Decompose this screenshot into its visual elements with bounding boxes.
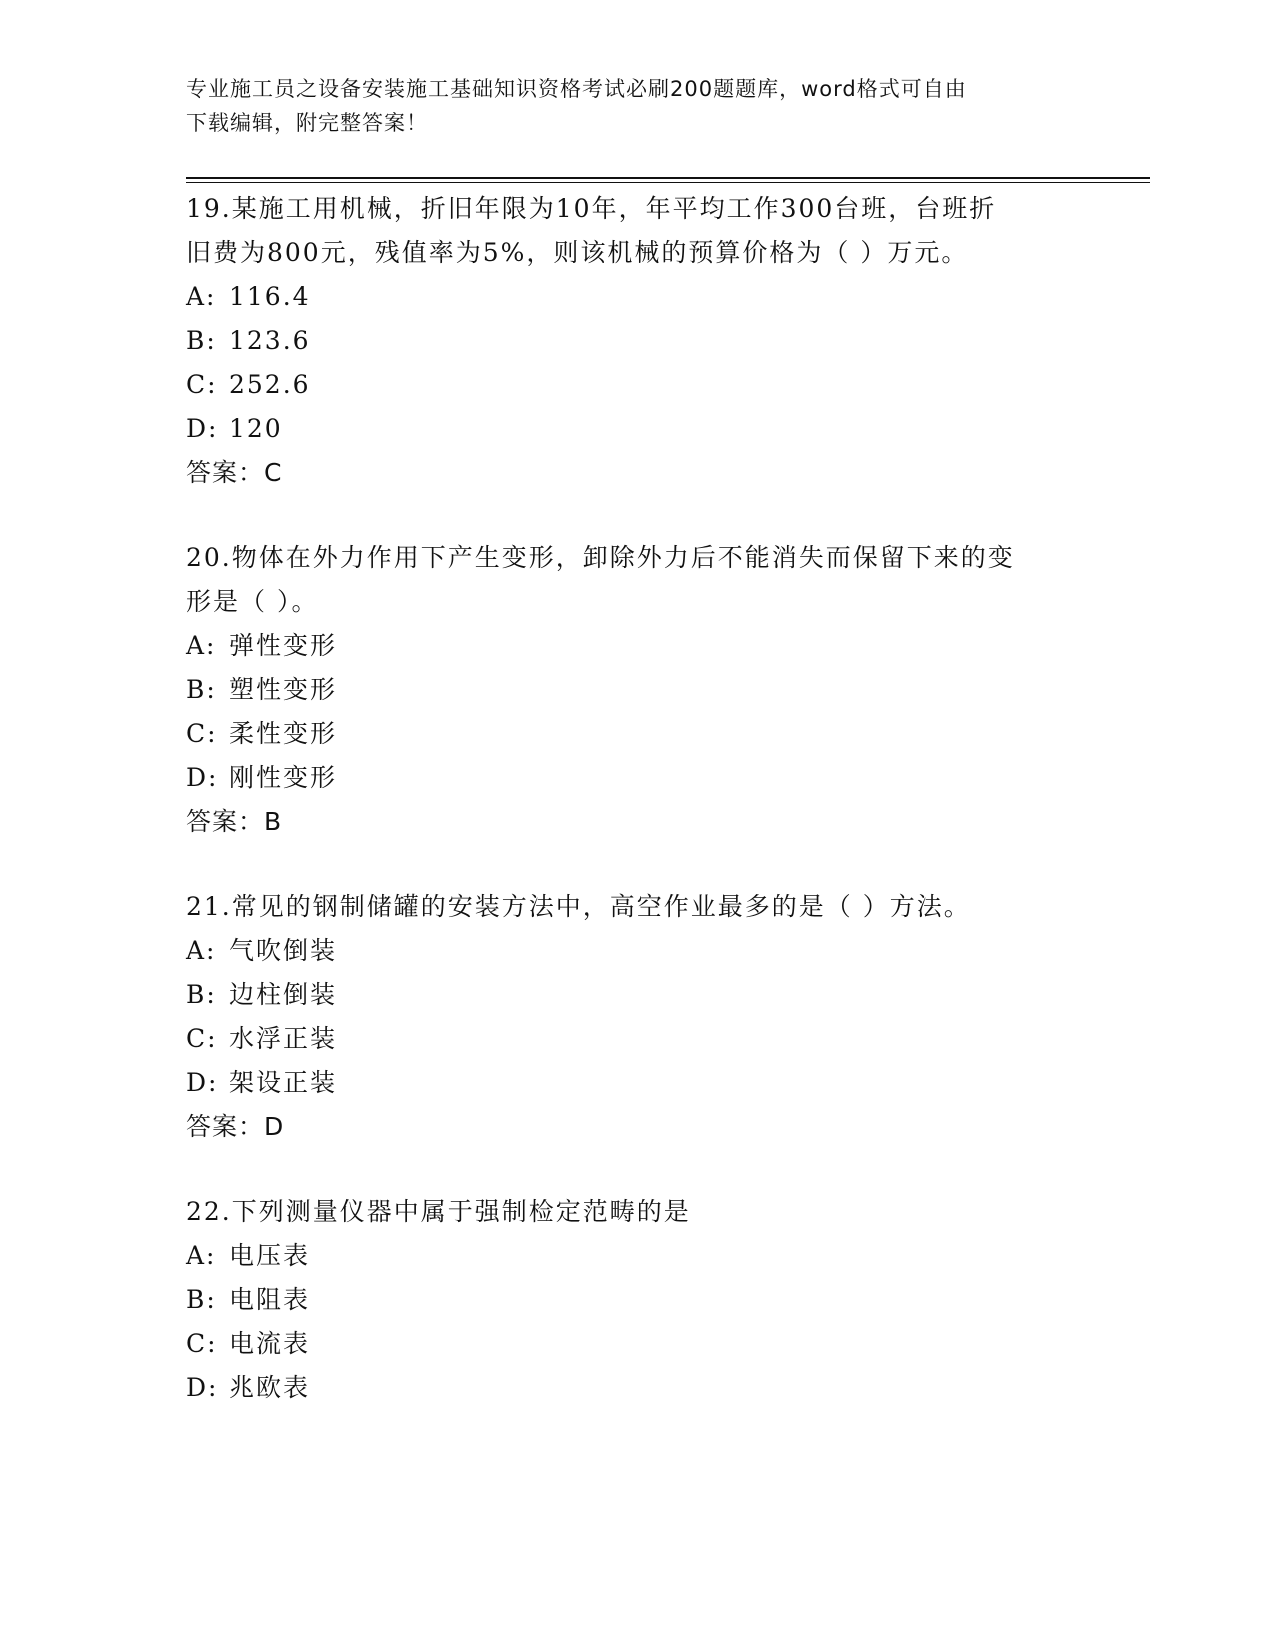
- option-text: 刚性变形: [229, 763, 338, 792]
- option-text: 120: [229, 414, 283, 443]
- option-letter: A:: [186, 936, 217, 965]
- question-stem-line: 19.某施工用机械，折旧年限为10年，年平均工作300台班，台班折: [186, 194, 997, 223]
- option-letter: A:: [186, 631, 217, 660]
- option-d: [186, 1061, 1086, 1105]
- option-letter: B:: [186, 675, 217, 704]
- option-text: 柔性变形: [229, 719, 338, 748]
- answer-line: 答案：D: [186, 1112, 285, 1141]
- option-a: [186, 275, 1086, 319]
- option-letter: C:: [186, 1024, 218, 1053]
- question-stem-line: 21.常见的钢制储罐的安装方法中，高空作业最多的是（ ）方法。: [186, 892, 971, 921]
- option-c: [186, 712, 1086, 756]
- question-19: [186, 187, 1086, 495]
- option-text: 123.6: [229, 326, 311, 355]
- option-d: [186, 407, 1086, 451]
- option-text: 架设正装: [229, 1068, 338, 1097]
- option-c: [186, 363, 1086, 407]
- header-divider-thin: [186, 182, 1150, 183]
- option-letter: A:: [186, 282, 217, 311]
- question-stem-line: 22.下列测量仪器中属于强制检定范畴的是: [186, 1197, 691, 1226]
- option-b: [186, 1278, 1086, 1322]
- question-22: [186, 1190, 1086, 1410]
- option-text: 252.6: [229, 370, 311, 399]
- question-21: [186, 885, 1086, 1149]
- option-letter: C:: [186, 370, 218, 399]
- option-letter: D:: [186, 414, 219, 443]
- option-text: 塑性变形: [229, 675, 338, 704]
- option-b: [186, 319, 1086, 363]
- document-header: [186, 72, 1066, 140]
- answer-line: 答案：C: [186, 458, 283, 487]
- option-text: 兆欧表: [229, 1373, 311, 1402]
- option-text: 电阻表: [229, 1285, 311, 1314]
- option-letter: D:: [186, 1373, 219, 1402]
- question-stem-line: 形是（ ）。: [186, 587, 319, 616]
- answer-line: 答案：B: [186, 807, 283, 836]
- option-letter: A:: [186, 1241, 217, 1270]
- option-text: 电流表: [229, 1329, 311, 1358]
- option-a: [186, 929, 1086, 973]
- option-d: [186, 756, 1086, 800]
- header-divider-thick: [186, 177, 1150, 179]
- option-b: [186, 668, 1086, 712]
- option-letter: B:: [186, 1285, 217, 1314]
- option-a: [186, 624, 1086, 668]
- option-letter: C:: [186, 719, 218, 748]
- option-d: [186, 1366, 1086, 1410]
- option-a: [186, 1234, 1086, 1278]
- option-text: 弹性变形: [229, 631, 338, 660]
- option-text: 气吹倒装: [229, 936, 338, 965]
- question-stem-line: 旧费为800元，残值率为5%，则该机械的预算价格为（ ）万元。: [186, 238, 969, 267]
- option-letter: B:: [186, 326, 217, 355]
- header-line-1: 专业施工员之设备安装施工基础知识资格考试必刷200题题库，word格式可自由: [186, 77, 967, 101]
- option-text: 电压表: [229, 1241, 311, 1270]
- option-text: 水浮正装: [229, 1024, 338, 1053]
- option-text: 116.4: [229, 282, 311, 311]
- option-text: 边柱倒装: [229, 980, 338, 1009]
- option-letter: C:: [186, 1329, 218, 1358]
- option-letter: D:: [186, 763, 219, 792]
- option-b: [186, 973, 1086, 1017]
- option-c: [186, 1017, 1086, 1061]
- question-stem-line: 20.物体在外力作用下产生变形，卸除外力后不能消失而保留下来的变: [186, 543, 1015, 572]
- header-line-2: 下载编辑，附完整答案！: [186, 111, 428, 135]
- question-20: [186, 536, 1086, 844]
- option-c: [186, 1322, 1086, 1366]
- option-letter: D:: [186, 1068, 219, 1097]
- option-letter: B:: [186, 980, 217, 1009]
